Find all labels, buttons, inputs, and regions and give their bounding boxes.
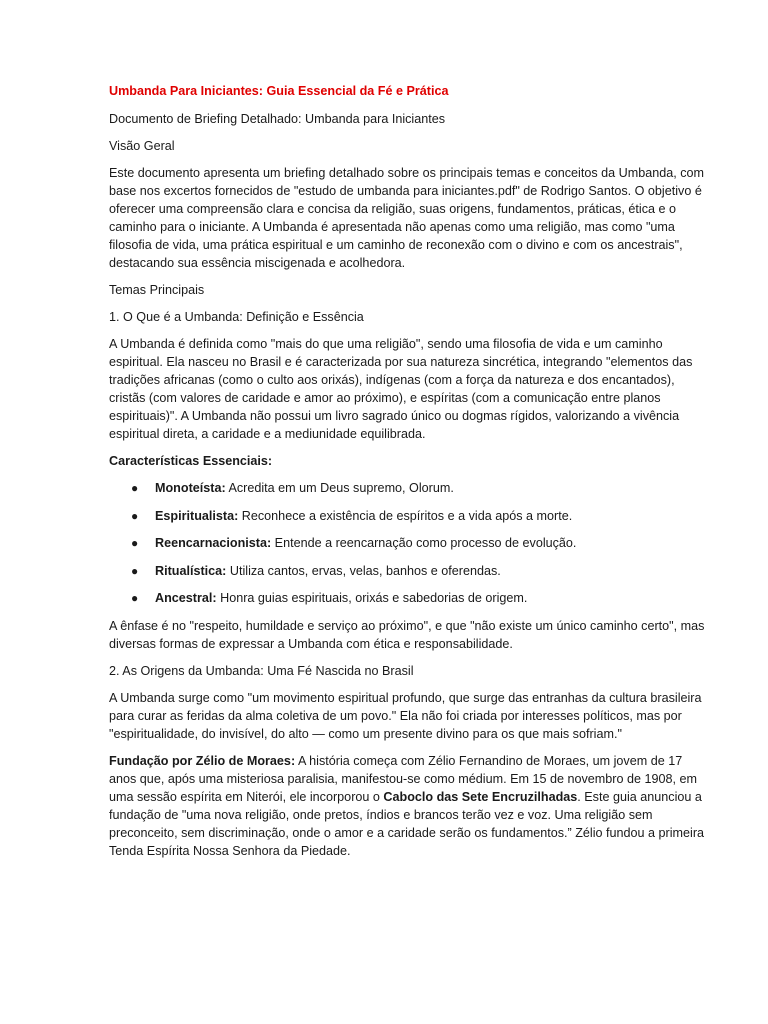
- list-item: [109, 507, 708, 525]
- bullet-icon: ●: [131, 563, 139, 578]
- characteristics-heading: Características Essenciais:: [109, 454, 273, 468]
- list-item-text: Reconhece a existência de espíritos e a vida após a morte.: [238, 508, 573, 523]
- list-item-text: Utiliza cantos, ervas, velas, banhos e oferendas.: [226, 563, 501, 578]
- bullet-icon: ●: [131, 481, 139, 495]
- list-item-term: Ritualística:: [155, 563, 227, 578]
- overview-heading: Visão Geral: [109, 139, 175, 153]
- list-item-term: Espiritualista:: [155, 508, 239, 523]
- list-item-text: Acredita em um Deus supremo, Olorum.: [225, 481, 454, 495]
- characteristics-list: [109, 479, 708, 607]
- list-item-text: Entende a reencarnação como processo de evolução.: [271, 536, 577, 550]
- list-item-term: Reencarnacionista:: [155, 536, 272, 550]
- list-item: [109, 534, 708, 552]
- section-1-paragraph: A Umbanda é definida como "mais do que uma religião", sendo uma filosofia de vida e um caminho espiritual. Ela nasceu no Brasil e é caracterizada por sua natureza sincrética, integrando "elementos das tradições africanas (como o culto aos orixás), indígenas (com a força da natureza e dos encantados), cristãs (com valores de caridade e amor ao próximo), e espíritas (com a comunicação entre planos espirituais)". A Umbanda não possui um livro sagrado único ou dogmas rígidos, valorizando a vivência espiritual direta, a caridade e a mediunidade equilibrada.: [109, 337, 693, 441]
- list-item: [109, 479, 708, 497]
- list-item: [109, 589, 708, 607]
- document-subtitle: Documento de Briefing Detalhado: Umbanda para Iniciantes: [109, 112, 446, 126]
- section-2-paragraph: A Umbanda surge como "um movimento espiritual profundo, que surge das entranhas da cultura brasileira para curar as feridas da alma coletiva de um povo." Ela não foi criada por interesses políticos, mas por "espiritualidade, do invisível, do alto — como um presente divino para os que mais sofriam.": [109, 690, 702, 741]
- overview-paragraph: Este documento apresenta um briefing detalhado sobre os principais temas e conceitos da Umbanda, com base nos excertos fornecidos de "estudo de umbanda para iniciantes.pdf" de Rodrigo Santos. O objetivo é oferecer uma compreensão clara e concisa da religião, suas origens, fundamentos, práticas, ética e o caminho para o iniciante. A Umbanda é apresentada não apenas como uma religião, mas como "uma filosofia de vida, uma prática espiritual e um caminho de reconexão com o divino e com os ancestrais", destacando sua essência miscigenada e acolhedora.: [109, 166, 705, 270]
- emphasis-paragraph: A ênfase é no "respeito, humildade e serviço ao próximo", e que "não existe um único caminho certo", mas diversas formas de expressar a Umbanda com ética e responsabilidade.: [109, 618, 705, 651]
- list-item-text: Honra guias espirituais, orixás e sabedorias de origem.: [216, 591, 528, 605]
- foundation-term: Fundação por Zélio de Moraes:: [109, 753, 296, 768]
- themes-heading: Temas Principais: [109, 283, 205, 297]
- document-title: Umbanda Para Iniciantes: Guia Essencial da Fé e Prática: [109, 84, 449, 98]
- bullet-icon: ●: [131, 536, 139, 550]
- list-item: [109, 562, 708, 580]
- list-item-term: Monoteísta:: [155, 481, 226, 495]
- foundation-text-2: . Este guia anunciou a fundação de "uma nova religião, onde pretos, índios e brancos terão vez e voz. Uma religião sem preconceito, sem discriminação, onde o amor e a caridade serão os fundamentos.” Zélio fundou a primeira Tenda Espírita Nossa Senhora da Piedade.: [109, 789, 705, 858]
- bullet-icon: ●: [131, 508, 139, 523]
- foundation-paragraph: [109, 752, 708, 860]
- section-2-heading: 2. As Origens da Umbanda: Uma Fé Nascida no Brasil: [109, 663, 414, 678]
- bullet-icon: ●: [131, 591, 139, 605]
- list-item-term: Ancestral:: [155, 591, 217, 605]
- section-1-heading: 1. O Que é a Umbanda: Definição e Essência: [109, 310, 364, 324]
- foundation-guide: Caboclo das Sete Encruzilhadas: [383, 789, 578, 804]
- foundation-text-1: A história começa com Zélio Fernandino de Moraes, um jovem de 17 anos que, após uma misteriosa paralisia, manifestou-se como médium. Em 15 de novembro de 1908, em uma sessão espírita em Niterói, ele incorporou o: [109, 753, 698, 804]
